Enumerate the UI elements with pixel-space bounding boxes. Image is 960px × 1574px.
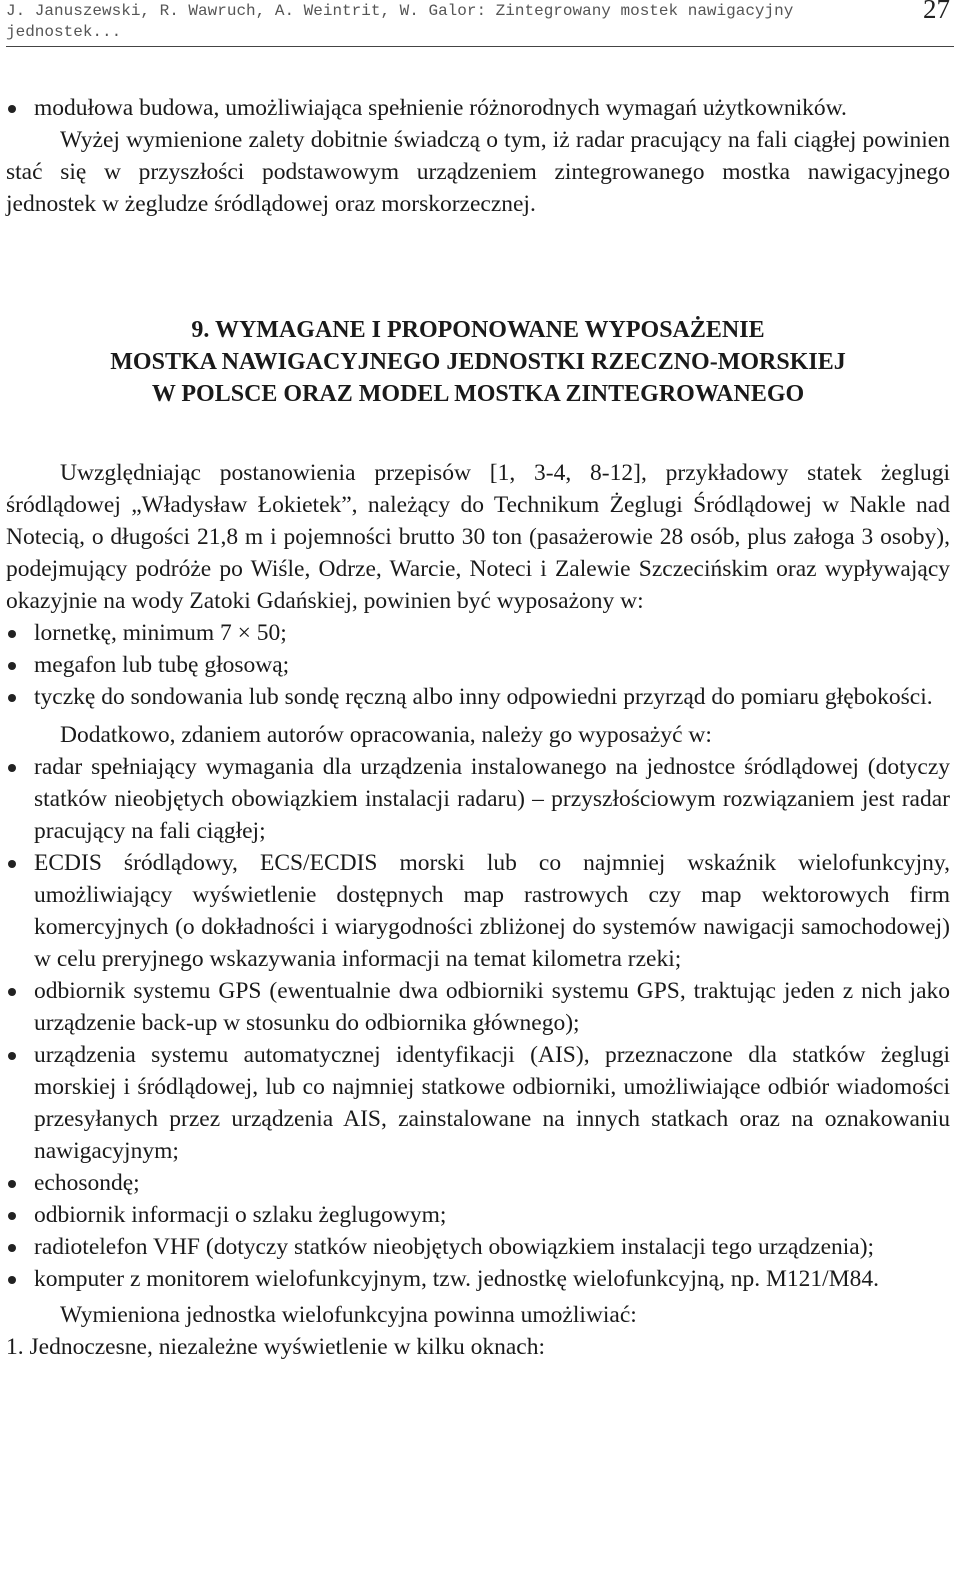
list-item: radiotelefon VHF (dotyczy statków nieobjętych obowiązkiem instalacji tego urządzenia); (6, 1231, 950, 1263)
additional-equipment-list (6, 751, 950, 1295)
numbered-list (6, 1331, 950, 1363)
list-item: lornetkę, minimum 7 × 50; (6, 617, 950, 649)
paragraph: Wyżej wymienione zalety dobitnie świadczą o tym, iż radar pracujący na fali ciągłej powinien stać się w przyszłości podstawowym urządzeniem zintegrowanego mostka nawigacyjnego jednostek w żegludze śródlądowej oraz morskorzecznej. (6, 127, 950, 217)
section-heading-line: 9. WYMAGANE I PROPONOWANE WYPOSAŻENIE (191, 317, 765, 343)
list-item: ECDIS śródlądowy, ECS/ECDIS morski lub co najmniej wskaźnik wielofunkcyjny, umożliwiający wyświetlenie dostępnych map rastrowych czy map wektorowych firm komercyjnych (o dokładności i wiarygodności zbliżonej do systemów nawigacji samochodowej) w celu preryjnego wskazywania informacji na temat kilometra rzeki; (6, 847, 950, 975)
paragraph: Wymieniona jednostka wielofunkcyjna powinna umożliwiać: (60, 1302, 637, 1328)
paragraph: Dodatkowo, zdaniem autorów opracowania, należy go wyposażyć w: (60, 722, 712, 748)
list-item: modułowa budowa, umożliwiająca spełnienie różnorodnych wymagań użytkowników. (6, 92, 950, 124)
list-item: urządzenia systemu automatycznej identyfikacji (AIS), przeznaczone dla statków żeglugi morskiej i śródlądowej, lub co najmniej statkowe odbiorniki, umożliwiające odbiór wiadomości przesyłanych przez urządzenia AIS, zainstalowane na innych statkach oraz na oznakowaniu nawigacyjnym; (6, 1039, 950, 1167)
list-item: 1. Jednoczesne, niezależne wyświetlenie w kilku oknach: (6, 1334, 545, 1360)
running-head-text: J. Januszewski, R. Wawruch, A. Weintrit, W. Galor: Zintegrowany mostek nawigacyjny jednostek... (6, 2, 794, 41)
list-item: odbiornik systemu GPS (ewentualnie dwa odbiorniki systemu GPS, traktując jeden z nich jako urządzenie back-up w stosunku do odbiornika głównego); (6, 975, 950, 1039)
list-item: tyczkę do sondowania lub sondę ręczną albo inny odpowiedni przyrząd do pomiaru głębokości. (6, 681, 950, 713)
section-heading-line: MOSTKA NAWIGACYJNEGO JEDNOSTKI RZECZNO-MORSKIEJ (110, 349, 846, 375)
section-heading-line: W POLSCE ORAZ MODEL MOSTKA ZINTEGROWANEGO (151, 381, 805, 407)
list-item: odbiornik informacji o szlaku żeglugowym; (6, 1199, 950, 1231)
intro-bullet-list (6, 92, 950, 124)
section-heading (6, 314, 950, 410)
paragraph: Uwzględniając postanowienia przepisów [1, 3-4, 8-12], przykładowy statek żeglugi śródlądowej „Władysław Łokietek”, należący do Technikum Żeglugi Śródlądowej w Nakle nad Notecią, o długości 21,8 m i pojemności brutto 30 ton (pasażerowie 28 osób, plus załoga 3 osoby), podejmujący podróże po Wiśle, Odrze, Warcie, Noteci i Zalewie Szczecińskim oraz wypływający okazyjnie na wody Zatoki Gdańskiej, powinien być wyposażony w: (6, 460, 950, 614)
running-header (6, 0, 954, 47)
list-item: megafon lub tubę głosową; (6, 649, 950, 681)
list-item: komputer z monitorem wielofunkcyjnym, tzw. jednostkę wielofunkcyjną, np. M121/M84. (6, 1263, 950, 1295)
required-equipment-list (6, 617, 950, 713)
list-item: radar spełniający wymagania dla urządzenia instalowanego na jednostce śródlądowej (dotyczy statków nieobjętych obowiązkiem instalacji radaru) – przyszłościowym rozwiązaniem jest radar pracujący na fali ciągłej; (6, 751, 950, 847)
page-body (6, 92, 950, 1363)
page-number: 27 (923, 0, 950, 24)
list-item: echosondę; (6, 1167, 950, 1199)
